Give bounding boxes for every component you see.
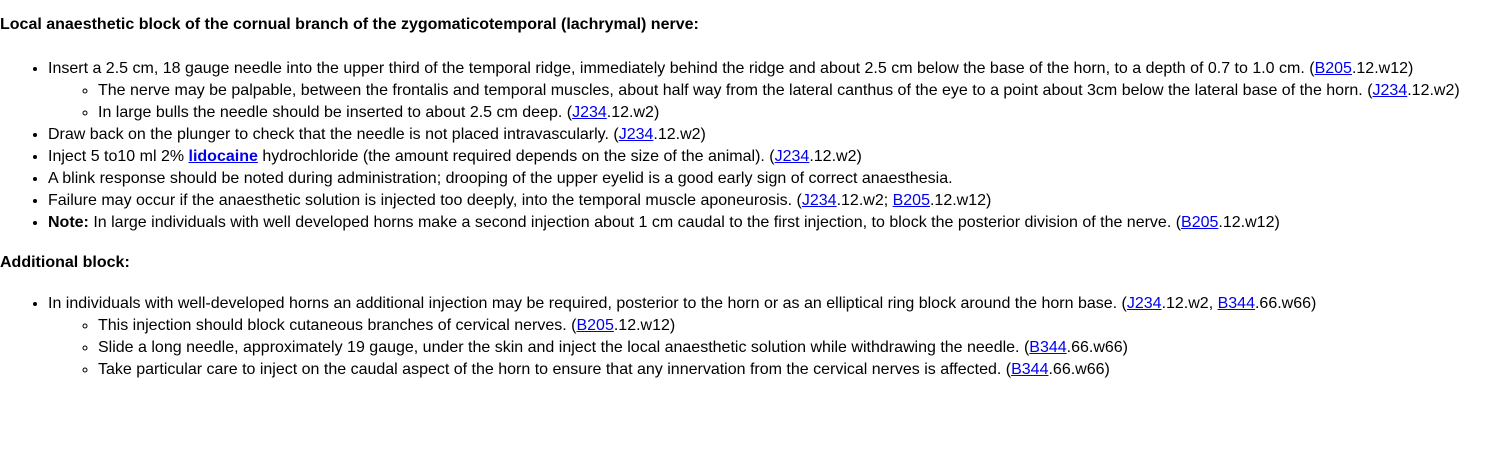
section-heading-nerve-block: Local anaesthetic block of the cornual branch of the zygomaticotemporal (lachrymal) nerve:	[0, 16, 699, 33]
reference-link[interactable]: B205	[892, 192, 930, 209]
item-text: This injection should block cutaneous branches of cervical nerves. (	[98, 317, 577, 334]
sub-list-item	[98, 102, 1496, 124]
list-item	[48, 146, 1496, 168]
item-text: In large individuals with well developed horns make a second injection about 1 cm caudal to the first injection, to block the posterior division of the nerve. (	[88, 214, 1182, 231]
item-text: .12.w12)	[1218, 214, 1280, 231]
item-text: .12.w12)	[1351, 60, 1414, 77]
additional-block-list	[0, 293, 1496, 381]
item-text: .12.w2;	[836, 192, 893, 209]
item-text: Inject 5 to10 ml 2%	[48, 148, 189, 165]
item-text: .12.w2)	[809, 148, 862, 165]
item-text: Take particular care to inject on the caudal aspect of the horn to ensure that any innervation from the cervical nerves is affected. (	[98, 361, 1012, 378]
list-item	[48, 293, 1496, 381]
item-text: .12.w2)	[653, 126, 706, 143]
reference-link[interactable]: B205	[1314, 60, 1352, 77]
sub-list-item	[98, 337, 1496, 359]
reference-link[interactable]: B205	[1181, 214, 1219, 231]
item-text: The nerve may be palpable, between the frontalis and temporal muscles, about half way from the lateral canthus of the eye to a point about 3cm below the lateral base of the horn. (	[98, 82, 1373, 99]
item-text: .66.w66)	[1048, 361, 1110, 378]
reference-link[interactable]: J234	[572, 104, 607, 121]
item-text: .12.w12)	[929, 192, 992, 209]
reference-link[interactable]: J234	[1372, 82, 1408, 99]
item-text: In large bulls the needle should be inserted to about 2.5 cm deep. (	[98, 104, 573, 121]
section-heading-additional-block: Additional block:	[0, 254, 130, 271]
reference-link[interactable]: B344	[1217, 295, 1255, 312]
item-text: Insert a 2.5 cm, 18 gauge needle into the upper third of the temporal ridge, immediately behind the ridge and about 2.5 cm below the base of the horn, to a depth of 0.7 to 1.0 cm. (	[48, 60, 1315, 77]
item-text: Failure may occur if the anaesthetic solution is injected too deeply, into the temporal muscle aponeurosis. (	[48, 192, 802, 209]
list-item	[48, 212, 1496, 234]
reference-link[interactable]: J234	[774, 148, 810, 165]
list-item	[48, 124, 1496, 146]
sub-list	[48, 315, 1496, 381]
item-text: .66.w66)	[1254, 295, 1317, 312]
item-text: In individuals with well-developed horns an additional injection may be required, posterior to the horn or as an elliptical ring block around the horn base. (	[48, 295, 1127, 312]
sub-list-item	[98, 315, 1496, 337]
reference-link[interactable]: B344	[1029, 339, 1067, 356]
nerve-block-steps-list	[0, 58, 1496, 234]
list-item	[48, 58, 1496, 124]
list-item	[48, 168, 1496, 190]
item-text: .12.w12)	[613, 317, 676, 334]
item-text: hydrochloride (the amount required depends on the size of the animal). (	[257, 148, 775, 165]
item-text: .12.w2)	[606, 104, 660, 121]
reference-link[interactable]: J234	[618, 126, 654, 143]
item-text: .12.w2)	[1407, 82, 1460, 99]
reference-link[interactable]: B205	[576, 317, 614, 334]
item-text: A blink response should be noted during administration; drooping of the upper eyelid is a good early sign of correct anaesthesia.	[48, 170, 953, 187]
sub-list-item	[98, 80, 1496, 102]
reference-link[interactable]: B344	[1011, 361, 1049, 378]
item-text: Draw back on the plunger to check that the needle is not placed intravascularly. (	[48, 126, 619, 143]
item-text: Slide a long needle, approximately 19 gauge, under the skin and inject the local anaesthetic solution while withdrawing the needle. (	[98, 339, 1030, 356]
list-item	[48, 190, 1496, 212]
sub-list	[48, 80, 1496, 124]
reference-link[interactable]: J234	[1126, 295, 1162, 312]
item-text: .66.w66)	[1066, 339, 1129, 356]
sub-list-item	[98, 359, 1496, 381]
item-text: .12.w2,	[1161, 295, 1218, 312]
drug-link-lidocaine[interactable]: lidocaine	[188, 148, 258, 165]
reference-link[interactable]: J234	[801, 192, 837, 209]
note-label: Note:	[48, 214, 89, 231]
